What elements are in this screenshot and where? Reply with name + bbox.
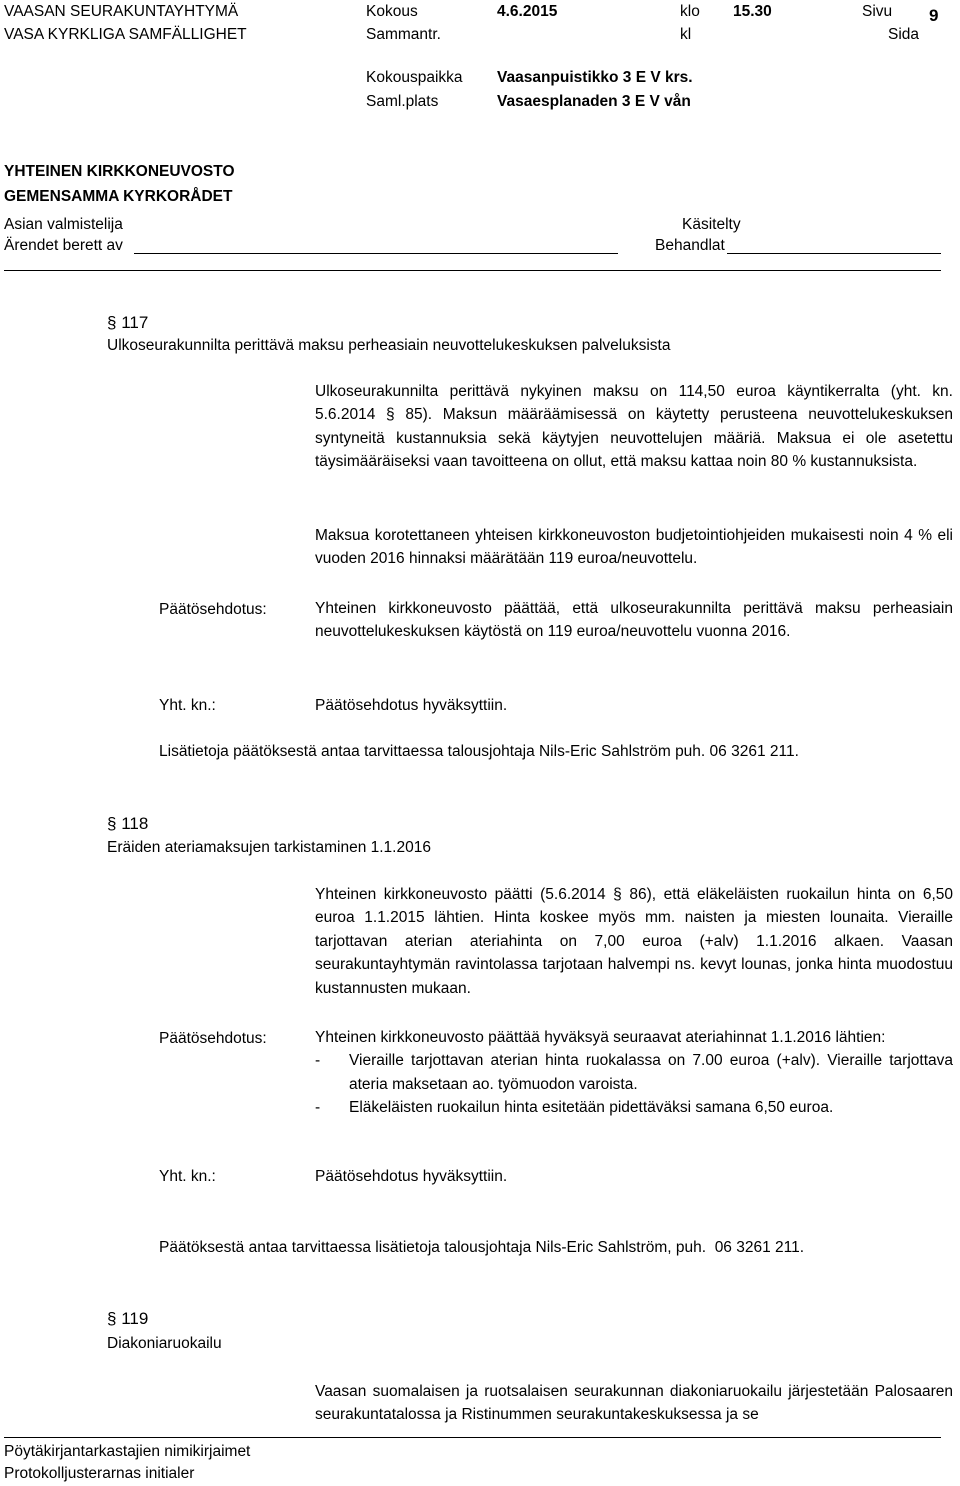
header-divider: [4, 270, 941, 271]
section-number: 118: [121, 814, 149, 833]
org-name-sv: VASA KYRKLIGA SAMFÄLLIGHET: [4, 26, 247, 43]
section-118-proposal-list: [315, 1049, 953, 1119]
footer-initials-sv: Protokolljusterarnas initialer: [4, 1465, 195, 1482]
section-number: 119: [121, 1309, 149, 1328]
section-117-title: Ulkoseurakunnilta perittävä maksu perheasiain neuvottelukeskuksen palveluksista: [107, 337, 671, 354]
place-label-fi: Kokouspaikka: [366, 69, 463, 86]
time-label-sv: kl: [680, 26, 692, 43]
section-119-number: § 119: [107, 1309, 149, 1328]
list-item: - Vieraille tarjottavan aterian hinta ruokalassa on 7.00 euroa (+alv). Vieraille tarjottava ateria maksetaan ao. työmuodon varoista.: [315, 1049, 953, 1096]
council-name-fi: YHTEINEN KIRKKONEUVOSTO: [4, 163, 235, 180]
section-117-proposal: Yhteinen kirkkoneuvosto päättää, että ulkoseurakunnilta perittävä maksu perheasiain neuvottelukeskuksen käytöstä on 119 euroa/neuvottelu vuonna 2016.: [315, 600, 953, 641]
meeting-date: 4.6.2015: [497, 3, 558, 20]
preparer-label-sv: Ärendet berett av: [4, 237, 123, 254]
footer-initials-fi: Pöytäkirjantarkastajien nimikirjaimet: [4, 1443, 251, 1460]
section-117-paragraph-2: Maksua korotettaneen yhteisen kirkkoneuvoston budjetointiohjeiden mukaisesti noin 4 % eli vuoden 2016 hinnaksi määrätään 119 euroa/neuvottelu.: [315, 527, 953, 568]
meeting-time: 15.30: [733, 3, 772, 20]
time-label-fi: klo: [680, 3, 700, 20]
handled-underline: [727, 253, 941, 254]
page-label-fi: Sivu: [862, 3, 893, 20]
council-name-sv: GEMENSAMMA KYRKORÅDET: [4, 188, 233, 205]
section-118-proposal-intro: Yhteinen kirkkoneuvosto päättää hyväksyä seuraavat ateriahinnat 1.1.2016 lähtien:: [315, 1029, 886, 1046]
section-118-paragraph-1: Yhteinen kirkkoneuvosto päätti (5.6.2014 § 86), että eläkeläisten ruokailun hinta on 6,50 euroa 1.1.2015 lähtien. Hinta koskee myös mm. naisten ja miesten lounaita. Vieraille tarjottavan aterian ateriahinta on 7,00 euroa (+alv) 1.1.2016 alkaen. Vaasan seurakuntayhtymän ravintolassa tarjotaan halvempi ns. kevyt lounas, jonka hinta muodostuu kustannusten mukaan.: [315, 886, 953, 997]
section-119-title: Diakoniaruokailu: [107, 1335, 222, 1352]
section-118-proposal: [315, 1026, 953, 1120]
section-number: 117: [121, 313, 149, 332]
handled-label-sv: Behandlat: [655, 237, 725, 254]
section-117-number: § 117: [107, 313, 149, 332]
section-118-proposal-label: Päätösehdotus:: [159, 1030, 267, 1047]
section-117-proposal-label: Päätösehdotus:: [159, 601, 267, 618]
place-value-fi: Vaasanpuistikko 3 E V krs.: [497, 69, 693, 86]
section-118-info: Päätöksestä antaa tarvittaessa lisätietoja talousjohtaja Nils-Eric Sahlström, puh. 06 3261 211.: [159, 1239, 805, 1256]
section-118-decision-label: Yht. kn.:: [159, 1168, 216, 1185]
section-118-number: § 118: [107, 814, 149, 833]
section-117-decision-label: Yht. kn.:: [159, 697, 216, 714]
preparer-label-fi: Asian valmistelija: [4, 216, 123, 233]
page-number: 9: [929, 6, 939, 25]
meeting-label-fi: Kokous: [366, 3, 418, 20]
place-value-sv: Vasaesplanaden 3 E V vån: [497, 93, 691, 110]
place-label-sv: Saml.plats: [366, 93, 439, 110]
section-117-info: Lisätietoja päätöksestä antaa tarvittaessa talousjohtaja Nils-Eric Sahlström puh. 06 3261 211.: [159, 743, 799, 760]
list-item: - Eläkeläisten ruokailun hinta esitetään pidettäväksi samana 6,50 euroa.: [315, 1096, 953, 1119]
handled-label-fi: Käsitelty: [682, 216, 741, 233]
section-117-paragraph-1: Ulkoseurakunnilta perittävä nykyinen maksu on 114,50 euroa käyntikerralta (yht. kn. 5.6.2014 § 85). Maksun määräämisessä on käytetty perusteena neuvottelukeskuksen syntyneitä kustannuksia sekä käytyjen neuvottelujen määriä. Maksua ei ole asetettu täysimääräiseksi vaan tavoitteena on ollut, että maksu kattaa noin 80 % kustannuksista.: [315, 383, 953, 471]
section-119-paragraph-1: Vaasan suomalaisen ja ruotsalaisen seurakunnan diakoniaruokailu järjestetään Palosaaren seurakuntatalossa ja Ristinummen seurakuntakeskuksessa ja se: [315, 1383, 953, 1424]
org-name-fi: VAASAN SEURAKUNTAYHTYMÄ: [4, 3, 239, 20]
footer-divider: [4, 1437, 941, 1438]
meeting-label-sv: Sammantr.: [366, 26, 441, 43]
preparer-underline: [134, 253, 618, 254]
section-117-decision: Päätösehdotus hyväksyttiin.: [315, 697, 508, 714]
section-118-title: Eräiden ateriamaksujen tarkistaminen 1.1.2016: [107, 839, 431, 856]
page-label-sv: Sida: [888, 26, 920, 43]
section-118-decision: Päätösehdotus hyväksyttiin.: [315, 1168, 508, 1185]
